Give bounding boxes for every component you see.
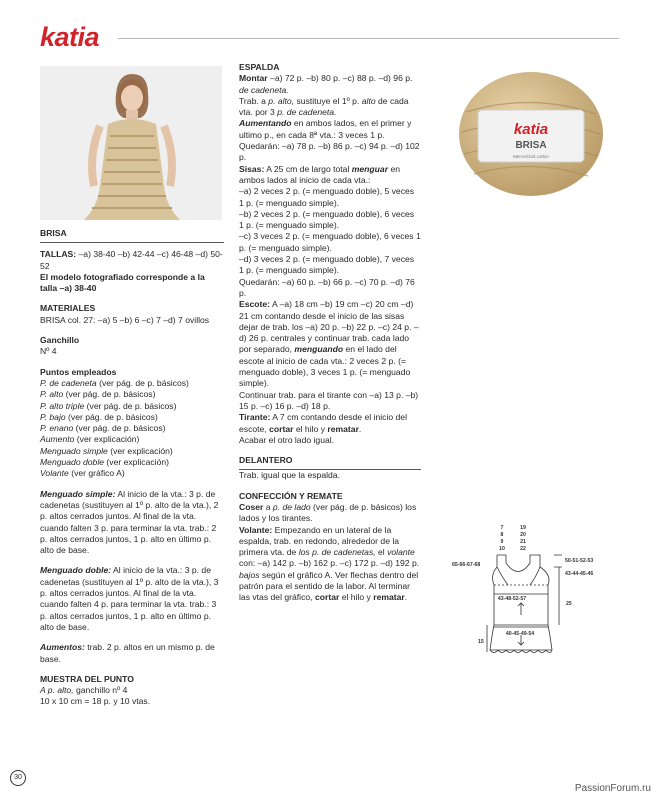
stitches-list xyxy=(40,378,224,480)
increase-text: Aumentos: trab. 2 p. altos en un mismo p. de base. xyxy=(40,642,215,664)
stitches-heading: Puntos empleados xyxy=(40,366,117,377)
single-decrease-text: Menguado simple: Al inicio de la vta.: 3 p. de cadenetas (sustituyen al 1º p. alto de la vta.), 2 p. altos cerrados juntos. Al final de la vta. cuando falten 3 p. para terminar la vta. trab.: 2 p. altos cerrados juntos, 1 p. alto en último p. alto de base. xyxy=(40,488,219,556)
watermark: PassionForum.ru xyxy=(574,783,651,794)
back-heading: ESPALDA xyxy=(239,62,280,72)
yarn-brand-label: katia xyxy=(513,121,549,138)
continue-strap: Continuar trab. para el tirante con –a) 13 p. –b) 15 p. –c) 16 p. –d) 18 p. xyxy=(239,389,419,411)
strap-size-a: 7 xyxy=(500,525,504,531)
strap-size-b: 8 xyxy=(500,532,504,538)
stitch-item: P. bajo (ver pág. de p. básicos) xyxy=(40,411,158,422)
model-size-note: El modelo fotografiado corresponde a la talla –a) 38-40 xyxy=(40,271,205,294)
yarn-ball-image xyxy=(446,62,616,202)
length-label: 25 xyxy=(566,601,572,607)
strap-size-c: 9 xyxy=(500,539,504,545)
cast-on: Montar –a) 72 p. –b) 80 p. –c) 88 p. –d) 96 p. de cadeneta. xyxy=(239,73,413,95)
finish-other-side: Acabar el otro lado igual. xyxy=(239,434,335,445)
neck-depth-label: 43-44-45-46 xyxy=(565,571,594,577)
page-number: 30 xyxy=(10,770,26,786)
hook-heading: Ganchillo xyxy=(40,335,80,346)
stitch-item: P. enano (ver pág. de p. básicos) xyxy=(40,423,166,434)
materials-text: BRISA col. 27: –a) 5 –b) 6 –c) 7 –d) 7 ovillos xyxy=(40,314,210,325)
front-text: Trab. igual que la espalda. xyxy=(239,470,340,481)
neck-size-d: 22 xyxy=(520,546,526,552)
hook-text: Nº 4 xyxy=(40,346,57,357)
sizes-label: TALLAS: xyxy=(40,249,77,260)
armhole-size-a: –a) 2 veces 2 p. (= menguado doble), 5 veces 1 p. (= menguado simple). xyxy=(239,186,415,208)
armhole-size-d: –d) 3 veces 2 p. (= menguado doble), 7 veces 1 p. (= menguado simple). xyxy=(239,254,415,276)
sew-text: Coser a p. de lado (ver pág. de p. básicos) los lados y los tirantes. xyxy=(239,501,417,524)
strap-size-d: 10 xyxy=(499,546,505,552)
frill-label: 15 xyxy=(478,639,484,645)
stitch-item: P. alto triple (ver pág. de p. básicos) xyxy=(40,400,177,411)
front-heading: DELANTERO xyxy=(239,455,293,466)
stitch-item: Aumento (ver explicación) xyxy=(40,434,140,445)
stitch-item: Menguado simple (ver explicación) xyxy=(40,445,173,456)
armhole-label: 50-51-52-53 xyxy=(565,558,594,564)
middle-column xyxy=(239,62,421,604)
yarn-fiber-label: Mercerized cotton xyxy=(513,154,549,159)
armhole-size-c: –c) 3 veces 2 p. (= menguado doble), 6 veces 1 p. (= menguado simple). xyxy=(239,231,421,253)
materials-heading: MATERIALES xyxy=(40,303,96,314)
bust-label: 43-48-52-57 xyxy=(497,596,527,602)
model-photo xyxy=(40,66,222,220)
yarn-name-label: BRISA xyxy=(515,140,547,151)
remaining-2: Quedarán: –a) 60 p. –b) 66 p. –c) 70 p. –d) 76 p. xyxy=(239,276,415,298)
armholes: Sisas: A 25 cm de largo total menguar en ambos lados al inicio de cada vta.: xyxy=(239,163,401,185)
left-column xyxy=(40,228,224,708)
gauge-heading: MUESTRA DEL PUNTO xyxy=(40,673,134,684)
hem-label: 40-45-49-54 xyxy=(505,631,535,637)
armhole-size-b: –b) 2 veces 2 p. (= menguado doble), 6 veces 1 p. (= menguado simple). xyxy=(239,208,415,231)
neck-size-a: 19 xyxy=(520,525,526,531)
gauge-line-1: A p. alto, ganchillo nº 4 xyxy=(40,685,128,696)
remaining-1: Quedarán: –a) 78 p. –b) 86 p. –c) 94 p. –d) 102 p. xyxy=(239,141,420,163)
sizes-value: –a) 38-40 –b) 42-44 –c) 46-48 –d) 50-52 xyxy=(40,249,223,271)
sizes xyxy=(40,249,224,272)
header-divider xyxy=(118,38,619,39)
neck-size-c: 21 xyxy=(520,539,526,545)
garment-schematic xyxy=(440,435,619,685)
work-instruction: Trab. a p. alto, sustituye el 1º p. alto de cada vta. por 3 p. de cadeneta. xyxy=(239,95,409,118)
frill-text: Volante: Empezando en un lateral de la espalda, trab. en redondo, alrededor de la primera vta. de los p. de cadenetas, el volante con: –a) 142 p. –b) 162 p. –c) 172 p. –d) 192 p. bajos según el gráfico A. Ver flechas dentro del patrón para el sentido de la labor. Al terminar las vtas del gráfico, cortar el hilo y rematar. xyxy=(239,524,420,603)
finishing-heading: CONFECCIÓN Y REMATE xyxy=(239,490,343,501)
stitch-item: P. alto (ver pág. de p. básicos) xyxy=(40,389,156,400)
yarn-title: BRISA xyxy=(40,228,67,238)
stitch-item: Volante (ver gráfico A) xyxy=(40,468,125,479)
depth-label: 65-66-67-68 xyxy=(452,562,481,568)
double-decrease-text: Menguado doble: Al inicio de la vta.: 3 p. de cadenetas (sustituyen al 1º p. alto de la vta.), 3 p. altos cerrados juntos. Al final de la vta. cuando falten 4 p. para terminar la vta. trab.: 3 p. altos cerrados juntos, 1 p. alto en último p. alto de base. xyxy=(40,565,219,632)
neck-size-b: 20 xyxy=(520,532,526,538)
neckline: Escote: A –a) 18 cm –b) 19 cm –c) 20 cm –d) 21 cm contando desde el inicio de las sisas dejar de trab. los –a) 20 p. –b) 22 p. –c) 24 p. –d) 26 p. centrales y continuar trab. cada lado por separado, menguando en el lado del escote al inicio de cada vta.: 2 veces 2 p. (= menguado doble), 3 veces 1 p. (= menguado simple). xyxy=(239,299,419,389)
katia-logo: katia xyxy=(40,22,100,52)
strap: Tirante: A 7 cm contando desde el inicio del escote, cortar el hilo y rematar. xyxy=(239,412,407,434)
stitch-item: P. de cadeneta (ver pág. de p. básicos) xyxy=(40,377,189,388)
stitch-item: Menguado doble (ver explicación) xyxy=(40,457,169,468)
increase-instruction: Aumentando en ambos lados, en el primer y ultimo p., en cada 8ª vta.: 3 veces 1 p. xyxy=(239,118,412,140)
gauge-line-2: 10 x 10 cm = 18 p. y 10 vtas. xyxy=(40,696,151,707)
